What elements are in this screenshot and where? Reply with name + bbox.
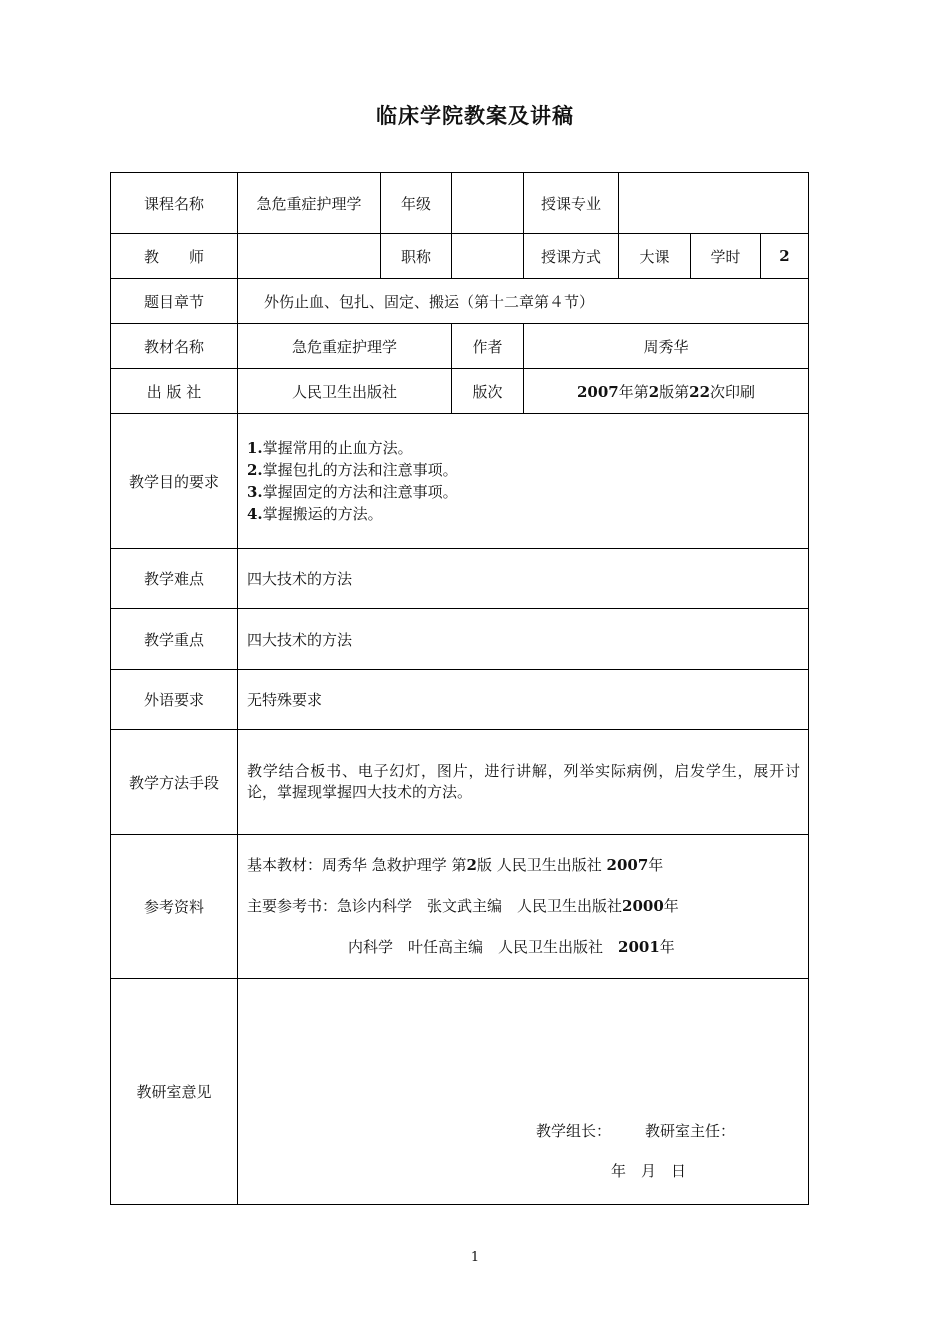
difficulty-label: 教学难点 <box>111 549 238 609</box>
group-leader-label: 教学组长： <box>536 1122 612 1140</box>
teaching-mode-label: 授课方式 <box>524 234 619 279</box>
objective-item: 4.掌握搬运的方法。 <box>247 505 383 523</box>
row-objectives <box>111 414 809 549</box>
reference-line-2: 主要参考书：急诊内科学 张文武主编 人民卫生出版社2000年 <box>247 897 679 915</box>
grade-value <box>452 173 524 234</box>
hours-label: 学时 <box>691 234 761 279</box>
row-textbook <box>111 324 809 369</box>
row-method <box>111 730 809 835</box>
opinion-label: 教研室意见 <box>111 979 238 1205</box>
textbook-value: 急危重症护理学 <box>238 324 452 369</box>
topic-label: 题目章节 <box>111 279 238 324</box>
objective-item: 2.掌握包扎的方法和注意事项。 <box>247 461 458 479</box>
author-label: 作者 <box>452 324 524 369</box>
author-value: 周秀华 <box>524 324 809 369</box>
foreign-language-label: 外语要求 <box>111 670 238 730</box>
topic-value: 外伤止血、包扎、固定、搬运（第十二章第４节） <box>238 279 809 324</box>
row-teacher <box>111 234 809 279</box>
grade-label: 年级 <box>381 173 452 234</box>
lesson-plan-table <box>110 172 809 1205</box>
page-title: 临床学院教案及讲稿 <box>376 104 574 128</box>
publisher-label: 出 版 社 <box>111 369 238 414</box>
hours-value: 2 <box>761 234 809 279</box>
teaching-mode-value: 大课 <box>619 234 691 279</box>
publisher-value: 人民卫生出版社 <box>238 369 452 414</box>
job-title-label: 职称 <box>381 234 452 279</box>
method-value: 教学结合板书、电子幻灯，图片，进行讲解，列举实际病例，启发学生，展开讨论，掌握现掌握四大技术的方法。 <box>238 730 809 835</box>
course-name-label: 课程名称 <box>111 173 238 234</box>
objective-item: 1.掌握常用的止血方法。 <box>247 439 413 457</box>
row-opinion <box>111 979 809 1205</box>
date-line: 年 月 日 <box>611 1162 687 1180</box>
objectives-label: 教学目的要求 <box>111 414 238 549</box>
row-references <box>111 835 809 979</box>
row-course <box>111 173 809 234</box>
signature-line <box>536 1120 735 1141</box>
page-number: 1 <box>470 1250 480 1265</box>
row-difficulty <box>111 549 809 609</box>
job-title-value <box>452 234 524 279</box>
reference-line-1: 基本教材：周秀华 急救护理学 第2版 人民卫生出版社 2007年 <box>247 856 664 874</box>
edition-value: 2007年第2版第22次印刷 <box>524 369 809 414</box>
reference-line-3: 内科学 叶任高主编 人民卫生出版社 2001年 <box>348 938 675 956</box>
row-foreign-language <box>111 670 809 730</box>
row-topic <box>111 279 809 324</box>
major-value <box>619 173 809 234</box>
director-label: 教研室主任： <box>645 1122 736 1140</box>
opinion-area <box>238 979 809 1205</box>
textbook-label: 教材名称 <box>111 324 238 369</box>
key-points-label: 教学重点 <box>111 609 238 670</box>
course-name-value: 急危重症护理学 <box>238 173 381 234</box>
teacher-value <box>238 234 381 279</box>
objectives-list <box>238 414 809 549</box>
teacher-label: 教 师 <box>111 234 238 279</box>
objective-item: 3.掌握固定的方法和注意事项。 <box>247 483 458 501</box>
references-label: 参考资料 <box>111 835 238 979</box>
row-key-points <box>111 609 809 670</box>
row-publisher <box>111 369 809 414</box>
major-label: 授课专业 <box>524 173 619 234</box>
difficulty-value: 四大技术的方法 <box>238 549 809 609</box>
references-list <box>238 835 809 979</box>
edition-label: 版次 <box>452 369 524 414</box>
foreign-language-value: 无特殊要求 <box>238 670 809 730</box>
method-label: 教学方法手段 <box>111 730 238 835</box>
key-points-value: 四大技术的方法 <box>238 609 809 670</box>
